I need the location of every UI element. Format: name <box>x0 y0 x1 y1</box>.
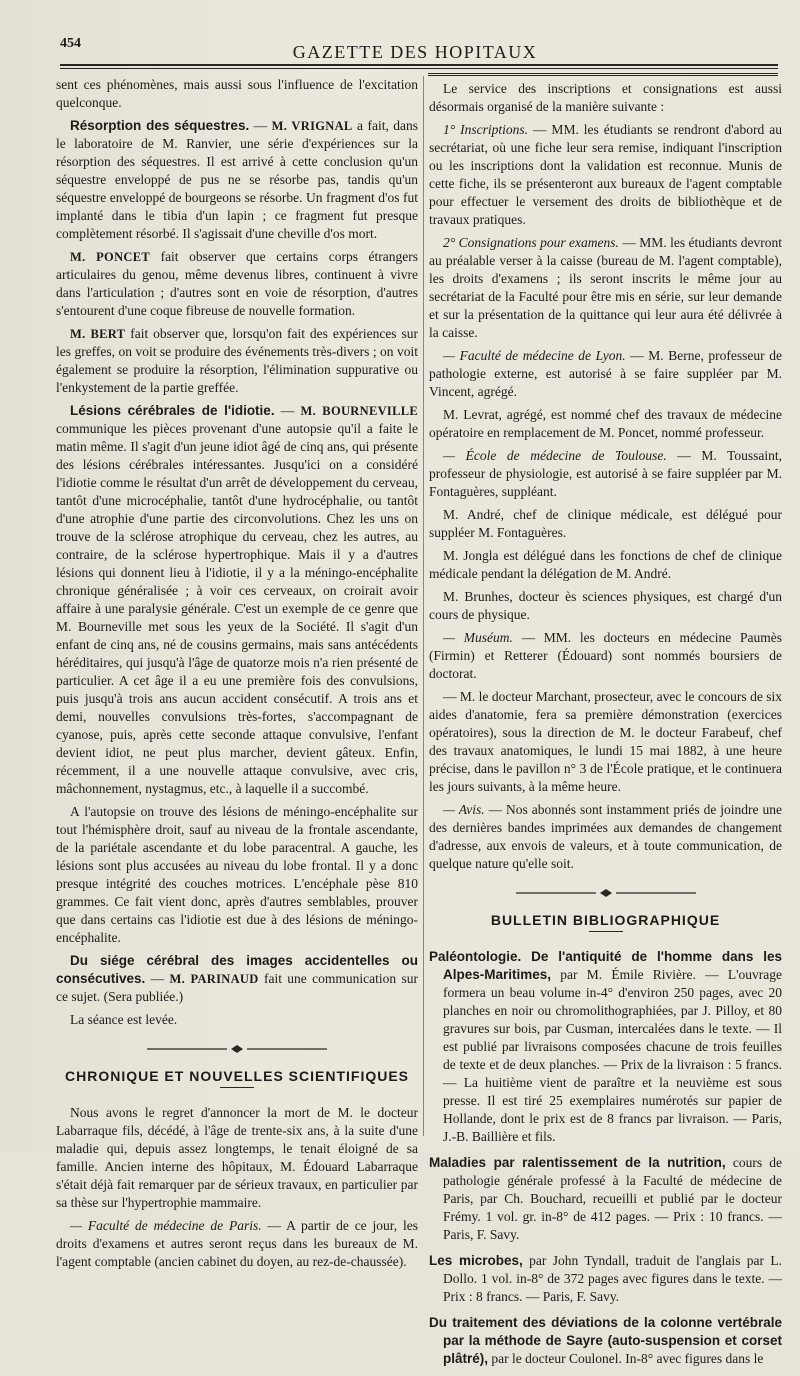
paragraph-heading: — Faculté de médecine de Lyon. <box>443 348 626 363</box>
paragraph-heading: — Avis. <box>443 802 485 817</box>
paragraph: La séance est levée. <box>70 1012 178 1027</box>
speaker-name: M. PARINAUD <box>169 972 259 986</box>
paragraph-text: a fait, dans le laboratoire de M. Ranvier, une série d'expériences sur la résorption des séquestres. Il est arrivé à cette conclusion qu'un séquestre enveloppé de pus ne se résorbe pas, tandis qu'un séquestre enveloppé de bourgeons se résorbe. Un fragment d'os fut implanté dans le tibia d'un lapin ; ce fragment fut presque complètement résorbé. Il s'agissait d'une cheville d'os mort. <box>56 118 419 241</box>
book-title: Les microbes, <box>429 1253 523 1268</box>
paragraph: — M. le docteur Marchant, prosecteur, avec le concours de six aides d'anatomie, fera sa première démonstration (exercices opératoires), sous la direction de M. le docteur Farabeuf, chef des travaux anatomiques, le lundi 15 mai 1882, à une heure précise, dans le pavillon n° 3 de l'École pratique, et le continuera les jours suivants, à la même heure. <box>429 689 782 794</box>
paragraph-text: fait une communication sur ce sujet. (Sera publiée.) <box>56 971 418 1004</box>
section-title: BULLETIN BIBLIOGRAPHIQUE <box>490 912 721 928</box>
ornament-rule-icon <box>147 1044 327 1054</box>
paragraph <box>56 325 418 397</box>
book-title: Maladies par ralentissement de la nutrition, <box>429 1155 726 1170</box>
paragraph <box>429 347 782 401</box>
paragraph: M. Brunhes, docteur ès sciences physiques, est chargé d'un cours de physique. <box>429 589 782 622</box>
bibliography-entry <box>429 1252 782 1306</box>
bibliography-entry <box>429 1314 782 1368</box>
paragraph: A l'autopsie on trouve des lésions de méningo-encéphalite sur tout l'hémisphère droit, sauf au niveau de la frontale ascendante, de la pariétale ascendante et du lobe paracentral. A gauche, les lésions sont plus accusées au niveau du lobe frontal. Il y a donc presque intégrité des couches motrices. L'encéphale pèse 810 grammes. Ce fait vient donc, après d'autres semblables, prouver que dans certains cas l'idiotie est due à des lésions de méningo-encéphalite. <box>56 804 418 945</box>
paragraph-text: communique les pièces provenant d'une autopsie qu'il a faite le matin même. Il s'agit d'un jeune idiot âgé de cinq ans, qui présente des lésions cérébrales intéressantes. Jusqu'ici on a considéré l'idiotie comme le résultat d'un arrêt de développement du cerveau, tantôt d'une microcéphalie, tantôt d'une hydrocéphalie, ou tantôt d'une atrophie d'une partie des circonvolutions. Chez les uns on trouve de la sclérose atrophique du cerveau, chez les autres, au contraire, de la sclérose hypertrophique. Mais il y a d'autres lésions qui donnent lieu à l'idiotie, il y a la méningo-encéphalite chronique généralisée ; à voir ces cerveaux, on croirait avoir affaire à une paralysie générale. C'est un exemple de ce genre que M. Bourneville met sous les yeux de la Société. Il s'agit d'un enfant de cinq ans, né de cousins germains, mais sans antécédents héréditaires, qui jusqu'à l'âge de quatorze mois n'a rien présenté de particulier. A cet âge il a eu une première fois des convulsions, puis jusqu'à trois ans aucun accident consécutif. A trois ans et demi, nouvelles convulsions très-fortes, s'accompagnant de cyanose, puis, après cette seconde attaque convulsive, l'enfant devient idiot, ne peut plus marcher, devient gâteux. Enfin, récemment, il a une nouvelle attaque convulsive, avec cris, mâchonnement, nystagmus, etc., à laquelle il a succombé. <box>56 421 418 796</box>
column-top-rule <box>428 73 778 76</box>
header-rule <box>60 64 778 69</box>
paragraph-heading: — Faculté de médecine de Paris. <box>70 1218 262 1233</box>
ornament-rule-icon <box>516 888 696 898</box>
paragraph: Résorption des séquestres. — M. VRIGNAL a fait, dans le laboratoire de M. Ranvier, une série d'expériences sur la résorption des séquestres. Il est arrivé à cette conclusion qu'un séquestre enveloppé de pus ne se résorbe pas, tandis qu'un séquestre enveloppé de bourgeons se résorbe. Un fragment d'os fut implanté dans le tibia d'un lapin ; ce fragment fut presque complètement résorbé. Il s'agissait d'une cheville d'os mort. <box>56 118 419 241</box>
bibliography-entry <box>429 1154 782 1244</box>
paragraph <box>56 248 418 320</box>
bibliography-list <box>429 948 782 1368</box>
bibliography-entry <box>429 948 782 1146</box>
paragraph-text: fait observer que, lorsqu'on fait des expériences sur les greffes, on voit se produire des événements très-divers ; on voit également se produire la résorption, l'élimination suppurative ou l'enkystement de la partie greffée. <box>56 326 418 395</box>
paragraph <box>429 801 782 873</box>
paragraph-heading: Du siége cérébral des images accidentelles ou consécutives. <box>56 953 418 986</box>
section-rule <box>589 931 623 932</box>
section-ornament <box>429 887 782 901</box>
speaker-name: M. PONCET <box>70 250 151 264</box>
column-divider <box>423 76 424 1136</box>
section-ornament <box>56 1043 418 1057</box>
paragraph: M. Levrat, agrégé, est nommé chef des travaux de médecine opératoire en remplacement de M. Poncet, nommé professeur. <box>429 407 782 440</box>
paragraph: Le service des inscriptions et consignations est aussi désormais organisé de la manière suivante : <box>429 81 782 114</box>
paragraph: Du siége cérébral des images accidentelles ou consécutives. — M. PARINAUD fait une communication sur ce sujet. (Sera publiée.) <box>56 953 418 1004</box>
book-title: Du traitement des déviations de la colonne vertébrale par la méthode de Sayre (auto-suspension et corset plâtré), <box>429 1315 782 1366</box>
entry-text: par M. Émile Rivière. — L'ouvrage formera un beau volume in-4° d'environ 250 pages, avec 20 planches en noir ou chromolithographiées, par J. Pilloy, et 80 gravures sur bois, par Cusman, intercalées dans le texte. — Il est publié par livraisons composées chacune de trois feuilles de texte et de deux planches. — Prix de la livraison : 5 francs. — La huitième vient de paraître et la neuvième est sous presse. Il est tiré 25 exemplaires numérotés sur papier de Hollande, dont le prix est de 8 francs par livraison. — Paris, J.-B. Baillière et fils. <box>443 967 782 1144</box>
page-number: 454 <box>60 36 81 51</box>
paragraph-text: — MM. les étudiants devront au préalable verser à la caisse (bureau de M. l'agent comptable), les droits d'examens ; ils seront inscrits le même jour au secrétariat de la Faculté pour être mis en série, sur leur demande et sur la présentation de la quittance qui leur aura été délivrée à la caisse. <box>429 235 782 340</box>
paragraph-text: fait observer que certains corps étrangers articulaires du genou, même devenus libres, continuent à vivre dans l'articulation ; d'autres sont en voie de résorption, d'autres s'entourent d'une coque fibreuse de nouvelle formation. <box>56 249 418 318</box>
journal-title: GAZETTE DES HOPITAUX <box>292 42 538 62</box>
paragraph-text: — Nos abonnés sont instamment priés de joindre une des dernières bandes imprimées aux demandes de changement d'adresse, aux envois de valeurs, et à toute communication, de quelque nature qu'elle soit. <box>429 802 783 871</box>
paragraph-heading: Résorption des séquestres. <box>70 118 250 133</box>
section-rule <box>220 1087 254 1088</box>
paragraph: M. Jongla est délégué dans les fonctions de chef de clinique médicale pendant la délégation de M. André. <box>429 548 782 581</box>
paragraph-text: — A partir de ce jour, les droits d'examens et autres seront reçus dans les bureaux de M. l'agent comptable (ancien cabinet du doyen, au rez-de-chaussée). <box>56 1218 418 1269</box>
paragraph <box>429 234 782 342</box>
speaker-name: M. BERT <box>70 327 126 341</box>
paragraph-heading: — Muséum. <box>443 630 513 645</box>
paragraph: Nous avons le regret d'annoncer la mort de M. le docteur Labarraque fils, décédé, à l'âge de trente-six ans, à la suite d'une maladie qui, depuis assez longtemps, le tenait éloigné de sa famille. Ancien interne des hôpitaux, M. Édouard Labarraque s'était déjà fait remarquer par de sérieux travaux, en particulier par sa thèse sur l'hypertrophie mammaire. <box>56 1105 418 1210</box>
paragraph-heading: 2° Consignations pour examens. <box>443 235 619 250</box>
paragraph-heading: 1° Inscriptions. <box>443 122 528 137</box>
paragraph-text: — M. Toussaint, professeur de physiologie, est autorisé à se faire suppléer par M. Fontaguères, suppléant. <box>429 448 782 499</box>
paragraph: M. André, chef de clinique médicale, est délégué pour suppléer M. Fontaguères. <box>429 507 782 540</box>
left-column <box>56 76 418 1276</box>
paragraph <box>56 1217 418 1271</box>
paragraph-text: — MM. les étudiants se rendront d'abord au secrétariat, où une fiche leur sera remise, indiquant l'inscription ou les inscriptions dont la validation est reconnue. Munis de cette fiche, ils se présenteront aux bureaux de l'agent comptable pour effectuer le versement des droits de bibliothèque et de travaux pratiques. <box>429 122 782 227</box>
paragraph: Lésions cérébrales de l'idiotie. — M. BOURNEVILLE communique les pièces provenant d'une autopsie qu'il a faite le matin même. Il s'agit d'un jeune idiot âgé de cinq ans, qui présente des lésions cérébrales intéressantes. Jusqu'ici on a considéré l'idiotie comme le résultat d'un arrêt de développement du cerveau, tantôt d'une microcéphalie, tantôt d'une hydrocéphalie, ou tantôt d'une atrophie d'une partie des circonvolutions. Chez les uns on trouve de la sclérose atrophique du cerveau, chez les autres, au contraire, de la sclérose hypertrophique. Mais il y a d'autres lésions qui donnent lieu à l'idiotie, il y a la méningo-encéphalite chronique généralisée ; à voir ces cerveaux, on croirait avoir affaire à une paralysie générale. C'est un exemple de ce genre que M. Bourneville met sous les yeux de la Société. Il s'agit d'un enfant de cinq ans, né de cousins germains, mais sans antécédents héréditaires, qui jusqu'à l'âge de quatorze mois n'a rien présenté de particulier. A cet âge il a eu une première fois des convulsions, puis jusqu'à trois ans aucun accident consécutif. A trois ans et demi, nouvelles convulsions très-fortes, s'accompagnant de cyanose, puis, après cette seconde attaque convulsive, l'enfant devient idiot, ne peut plus marcher, devient gâteux. Enfin, récemment, il a une nouvelle attaque convulsive, avec cris, mâchonnement, nystagmus, etc., à laquelle il a succombé. <box>56 403 418 796</box>
section-title: CHRONIQUE ET NOUVELLES SCIENTIFIQUES <box>64 1068 410 1084</box>
speaker-name: M. VRIGNAL <box>271 119 353 133</box>
entry-text: par John Tyndall, traduit de l'anglais par L. Dollo. 1 vol. in-8° de 372 pages avec figures dans le texte. — Prix : 8 francs. — Paris, F. Savy. <box>443 1253 782 1304</box>
paragraph-heading: — École de médecine de Toulouse. <box>443 448 667 463</box>
paragraph <box>429 121 782 229</box>
speaker-name: M. BOURNEVILLE <box>300 404 418 418</box>
paragraph-text: — M. Berne, professeur de pathologie externe, est autorisé à se faire suppléer par M. Vincent, agrégé. <box>429 348 782 399</box>
right-column <box>429 80 782 1376</box>
paragraph <box>429 447 782 501</box>
paragraph-text: — MM. les docteurs en médecine Paumès (Firmin) et Retterer (Édouard) sont nommés boursiers de doctorat. <box>429 630 782 681</box>
book-title: Paléontologie. De l'antiquité de l'homme dans les Alpes-Maritimes, <box>429 949 782 982</box>
paragraph: sent ces phénomènes, mais aussi sous l'influence de l'excitation quelconque. <box>56 77 418 110</box>
paragraph-heading: Lésions cérébrales de l'idiotie. <box>70 403 275 418</box>
paragraph <box>429 629 782 683</box>
entry-text: cours de pathologie générale professé à la Faculté de médecine de Paris, par Ch. Bouchard, recueilli et publié par le docteur Frémy. 1 vol. gr. in-8° de 412 pages. — Prix : 10 francs. — Paris, F. Savy. <box>443 1155 782 1242</box>
entry-text: par le docteur Coulonel. In-8° avec figures dans le <box>488 1351 764 1366</box>
